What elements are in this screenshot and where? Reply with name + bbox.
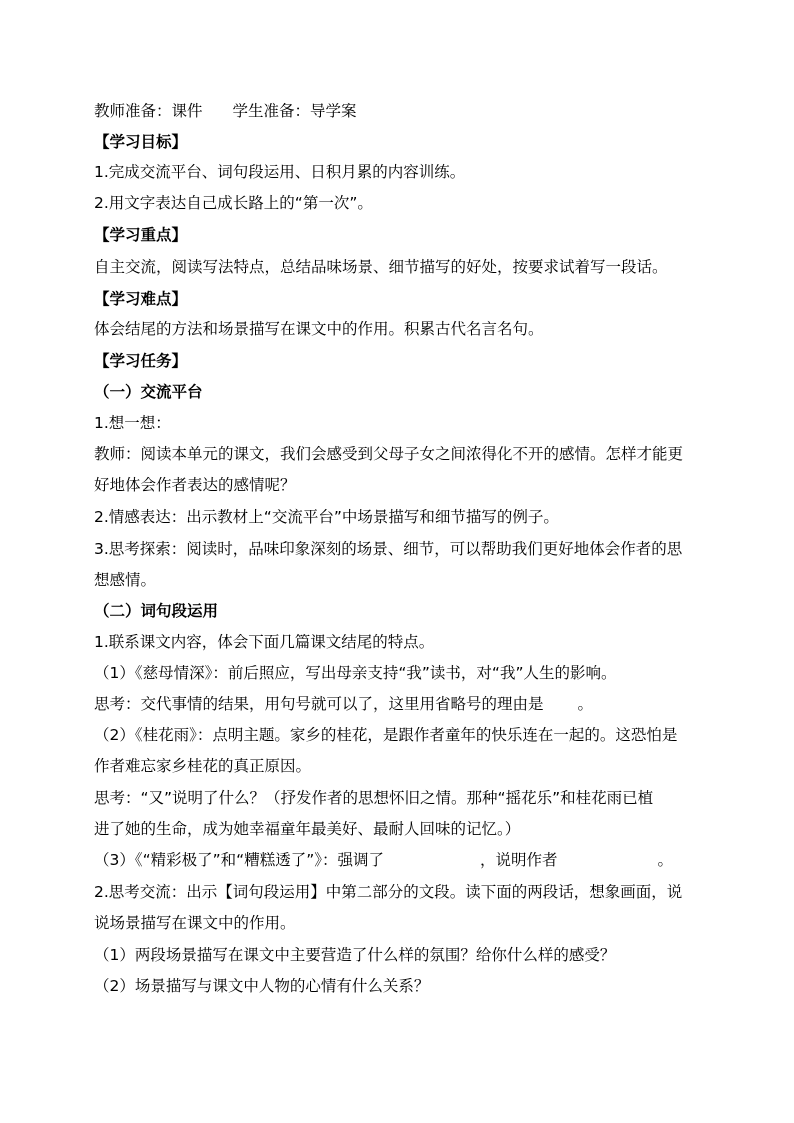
difficulty-heading: 【学习难点】 — [94, 290, 188, 308]
focus-heading: 【学习重点】 — [94, 226, 188, 244]
focus-text: 自主交流，阅读写法特点，总结品味场景、细节描写的好处，按要求试着写一段话。 — [94, 258, 668, 276]
prep-line — [94, 100, 357, 122]
student-prep: 学生准备：导学案 — [232, 102, 357, 120]
period: 。 — [657, 851, 674, 869]
q3-part-a: （3）《“精彩极了”和“糟糕透了”》：强调了 — [94, 851, 384, 869]
goals-heading: 【学习目标】 — [94, 133, 188, 151]
section2-line: （1）《慈母情深》：前后照应，写出母亲支持“我”读书，对“我”人生的影响。 — [94, 664, 617, 682]
goal-item: 2.用文字表达自己成长路上的“第一次”。 — [94, 194, 373, 212]
section2-line: （1）两段场景描写在课文中主要营造了什么样的氛围？给你什么样的感受？ — [94, 946, 616, 964]
section2-line: （2）《桂花雨》：点明主题。家乡的桂花，是跟作者童年的快乐连在一起的。这恐怕是 — [94, 726, 678, 744]
section2-heading: （二）词句段运用 — [94, 602, 219, 620]
section1-line: 1.想一想： — [94, 414, 171, 432]
section1-heading: （一）交流平台 — [94, 383, 203, 401]
teacher-prep: 教师准备：课件 — [94, 102, 203, 120]
difficulty-text: 体会结尾的方法和场景描写在课文中的作用。积累古代名言名句。 — [94, 320, 544, 338]
section1-line: 教师：阅读本单元的课文，我们会感受到父母子女之间浓得化不开的感情。怎样才能更 — [94, 445, 684, 463]
section2-line — [94, 693, 593, 715]
section2-line: 1.联系课文内容，体会下面几篇课文结尾的特点。 — [94, 633, 435, 651]
section2-line: 2.思考交流：出示【词句段运用】中第二部分的文段。读下面的两段话，想象画面，说 — [94, 883, 683, 901]
section2-line: （2）场景描写与课文中人物的心情有什么关系？ — [94, 977, 430, 995]
tasks-heading: 【学习任务】 — [94, 352, 188, 370]
section2-line: 思考：“又”说明了什么？（抒发作者的思想怀旧之情。那种“摇花乐”和桂花雨已植 — [94, 789, 654, 807]
section2-line: 进了她的生命，成为她幸福童年最美好、最耐人回味的记忆。） — [94, 820, 521, 838]
section2-line: 作者难忘家乡桂花的真正原因。 — [94, 757, 312, 775]
section1-line: 2.情感表达：出示教材上“交流平台”中场景描写和细节描写的例子。 — [94, 508, 559, 526]
think-question: 思考：交代事情的结果，用句号就可以了，这里用省略号的理由是 — [94, 695, 544, 713]
section1-line: 3.思考探索：阅读时，品味印象深刻的场景、细节，可以帮助我们更好地体会作者的思 — [94, 540, 683, 558]
goal-item: 1.完成交流平台、词句段运用、日积月累的内容训练。 — [94, 163, 466, 181]
section2-line — [94, 849, 673, 871]
section2-line: 说场景描写在课文中的作用。 — [94, 914, 296, 932]
section1-line: 好地体会作者表达的感情呢？ — [94, 476, 296, 494]
q3-part-b: ，说明作者 — [479, 851, 558, 869]
period: 。 — [577, 695, 594, 713]
section1-line: 想感情。 — [94, 571, 157, 589]
